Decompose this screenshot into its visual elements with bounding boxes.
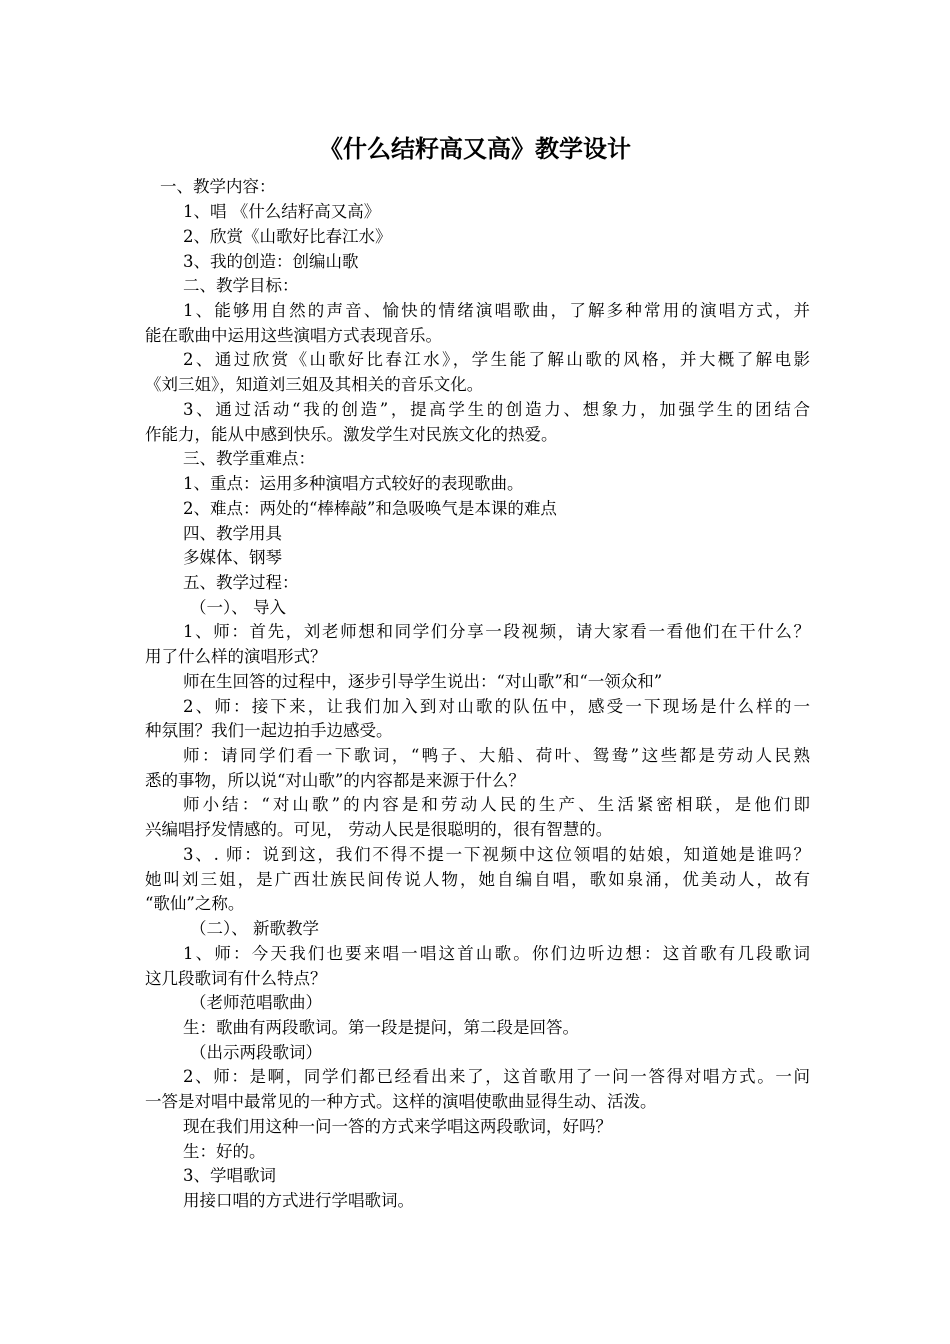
text-line: 2、通过欣赏《山歌好比春江水》，学生能了解山歌的风格，并大概了解电影 <box>183 350 810 369</box>
text-line: 3、我的创造：创编山歌 <box>183 252 359 271</box>
text-line: 生：歌曲有两段歌词。第一段是提问，第二段是回答。 <box>183 1018 579 1037</box>
text-line: 2、师：接下来，让我们加入到对山歌的队伍中，感受一下现场是什么样的一 <box>183 697 810 716</box>
section-heading: 二、教学目标： <box>183 276 299 295</box>
text-line: 2、难点：两处的“棒棒敲”和急吸唤气是本课的难点 <box>183 499 557 518</box>
section-heading: 四、教学用具 <box>183 524 282 543</box>
text-line: 3、通过活动“我的创造”，提高学生的创造力、想象力，加强学生的团结合 <box>183 400 810 419</box>
subsection-heading: （二）、 新歌教学 <box>190 919 319 938</box>
text-line: 种氛围？我们一起边拍手边感受。 <box>145 721 393 740</box>
text-line: 师小结：“对山歌”的内容是和劳动人民的生产、生活紧密相联，是他们即 <box>183 795 810 814</box>
text-line: 兴编唱抒发情感的。可见， 劳动人民是很聪明的，很有智慧的。 <box>145 820 613 839</box>
subsection-heading: （一）、 导入 <box>190 598 286 617</box>
text-line: 3、. 师：说到这，我们不得不提一下视频中这位领唱的姑娘，知道她是谁吗？ <box>183 845 810 864</box>
text-line: 《刘三姐》，知道刘三姐及其相关的音乐文化。 <box>145 375 484 394</box>
text-line: 多媒体、钢琴 <box>183 548 282 567</box>
text-line: （出示两段歌词） <box>190 1043 322 1062</box>
text-line: 现在我们用这种一问一答的方式来学唱这两段歌词，好吗？ <box>183 1117 612 1136</box>
text-line: 师在生回答的过程中，逐步引导学生说出：“对山歌”和“一领众和” <box>183 672 663 691</box>
text-line: 2、欣赏《山歌好比春江水》 <box>183 227 392 246</box>
text-line: 1、重点：运用多种演唱方式较好的表现歌曲。 <box>183 474 524 493</box>
text-line: 她叫刘三姐，是广西壮族民间传说人物，她自编自唱，歌如泉涌，优美动人，故有 <box>145 870 810 889</box>
text-line: 1、唱 《什么结籽高又高》 <box>183 202 381 221</box>
text-line: 悉的事物，所以说“对山歌”的内容都是来源于什么？ <box>145 771 525 790</box>
text-line: 用接口唱的方式进行学唱歌词。 <box>183 1191 414 1210</box>
text-line: 生：好的。 <box>183 1142 266 1161</box>
text-line: 这几段歌词有什么特点？ <box>145 969 327 988</box>
text-line: 2、师：是啊，同学们都已经看出来了，这首歌用了一问一答得对唱方式。一问 <box>183 1067 810 1086</box>
text-line: 1、师：首先，刘老师想和同学们分享一段视频，请大家看一看他们在干什么？ <box>183 622 810 641</box>
text-line: （老师范唱歌曲） <box>190 993 322 1012</box>
text-line: 用了什么样的演唱形式？ <box>145 647 327 666</box>
text-line: 3、学唱歌词 <box>183 1166 276 1185</box>
section-heading: 一、教学内容： <box>160 177 276 196</box>
section-heading: 五、教学过程： <box>183 573 299 592</box>
section-heading: 三、教学重难点： <box>183 449 315 468</box>
text-line: 1、师：今天我们也要来唱一唱这首山歌。你们边听边想：这首歌有几段歌词 <box>183 944 810 963</box>
text-line: 1、能够用自然的声音、愉快的情绪演唱歌曲，了解多种常用的演唱方式，并 <box>183 301 810 320</box>
text-line: 能在歌曲中运用这些演唱方式表现音乐。 <box>145 326 442 345</box>
document-title: 《什么结籽高又高》教学设计 <box>319 135 631 163</box>
text-line: “歌仙”之称。 <box>145 894 245 913</box>
text-line: 师：请同学们看一下歌词，“鸭子、大船、荷叶、鸳鸯”这些都是劳动人民熟 <box>183 746 810 765</box>
text-line: 一答是对唱中最常见的一种方式。这样的演唱使歌曲显得生动、活泼。 <box>145 1092 657 1111</box>
text-line: 作能力，能从中感到快乐。激发学生对民族文化的热爱。 <box>145 425 558 444</box>
